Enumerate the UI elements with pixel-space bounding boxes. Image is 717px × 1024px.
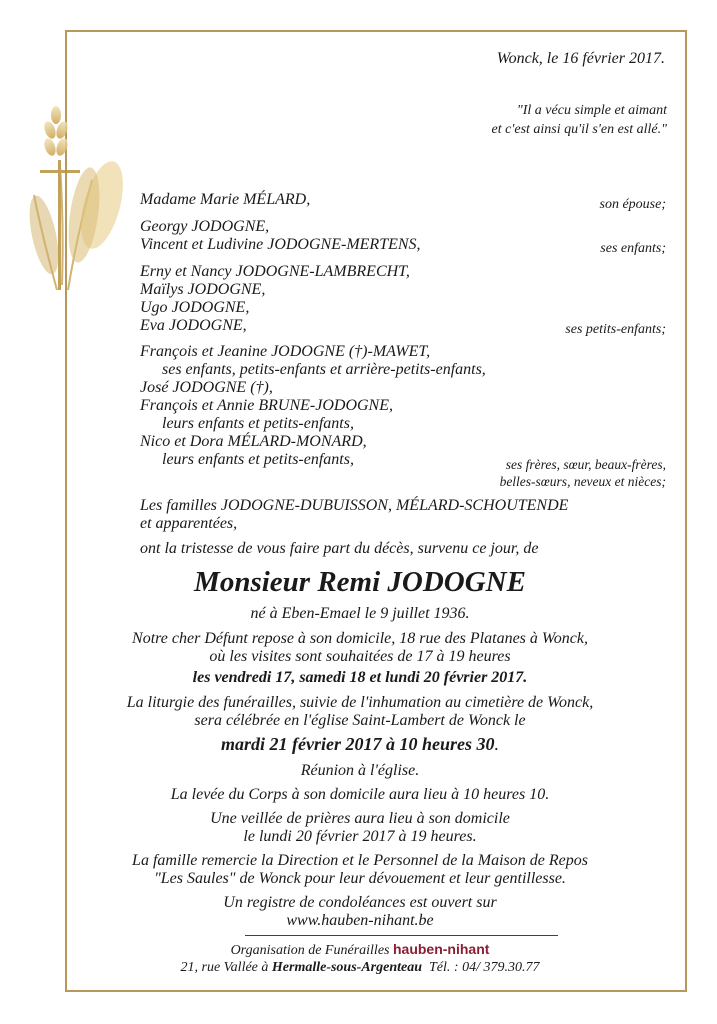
vigil-line-2: le lundi 20 février 2017 à 19 heures. [243, 828, 477, 845]
family-member: Georgy JODOGNE, [140, 218, 270, 235]
rest-line-1: Notre cher Défunt repose à son domicile, 18 rue des Platanes à Wonck, [132, 630, 588, 647]
family-member: Ugo JODOGNE, [140, 299, 250, 316]
wheat-cross-icon [22, 85, 132, 300]
meeting-line: Réunion à l'église. [300, 762, 420, 779]
register-link[interactable]: www.hauben-nihant.be [286, 912, 434, 929]
vigil-line-1: Une veillée de prières aura lieu à son domicile [210, 810, 510, 827]
liturgy-line-1: La liturgie des funérailles, suivie de l'inhumation au cimetière de Wonck, [126, 694, 594, 711]
family-member: Madame Marie MÉLARD, [140, 191, 311, 208]
family-member: François et Annie BRUNE-JODOGNE, [140, 397, 393, 414]
family-member: François et Jeanine JODOGNE (†)-MAWET, [140, 343, 431, 360]
family-member: Maïlys JODOGNE, [140, 281, 266, 298]
register-line-1: Un registre de condoléances est ouvert sur [223, 894, 497, 911]
family-member: Nico et Dora MÉLARD-MONARD, [140, 433, 367, 450]
family-role: ses frères, sœur, beaux-frères, [505, 457, 666, 472]
quote-line-1: "Il a vécu simple et aimant [516, 103, 667, 118]
brand-logo: hauben-nihant [392, 941, 490, 957]
family-role: belles-sœurs, neveux et nièces; [499, 474, 666, 489]
deceased-name: Monsieur Remi JODOGNE [194, 566, 526, 598]
footer-phone: Tél. : 04/ 379.30.77 [429, 960, 540, 975]
footer-organisation [100, 941, 620, 959]
levee-line: La levée du Corps à son domicile aura lieu à 10 heures 10. [170, 786, 550, 803]
date-line: Wonck, le 16 février 2017. [496, 50, 665, 67]
rest-line-2: où les visites sont souhaitées de 17 à 19 heures [209, 648, 511, 665]
thanks-line-2: "Les Saules" de Wonck pour leur dévouement et leur gentillesse. [154, 870, 566, 887]
footer-address [100, 960, 620, 976]
ceremony-date: mardi 21 février 2017 à 10 heures 30 [221, 734, 495, 754]
family-member: José JODOGNE (†), [140, 379, 273, 396]
family-member: leurs enfants et petits-enfants, [162, 415, 354, 432]
family-member: Les familles JODOGNE-DUBUISSON, MÉLARD-SCHOUTENDE [140, 497, 569, 514]
family-role: ses enfants; [600, 241, 666, 256]
liturgy-line-2: sera célébrée en l'église Saint-Lambert de Wonck le [194, 712, 526, 729]
footer-org-prefix: Organisation de Funérailles [230, 943, 390, 958]
footer-address-prefix: 21, rue Vallée à [180, 960, 269, 975]
footer-city: Hermalle-sous-Argenteau [271, 960, 423, 975]
family-member: ses enfants, petits-enfants et arrière-petits-enfants, [162, 361, 486, 378]
birth-line: né à Eben-Emael le 9 juillet 1936. [250, 605, 470, 622]
ceremony-date-line: mardi 21 février 2017 à 10 heures 30. [221, 734, 499, 754]
family-member: et apparentées, [140, 515, 238, 532]
family-role: son épouse; [599, 197, 666, 212]
family-member: leurs enfants et petits-enfants, [162, 451, 354, 468]
family-member: Eva JODOGNE, [140, 317, 247, 334]
announcement: ont la tristesse de vous faire part du décès, survenu ce jour, de [140, 540, 539, 557]
visit-days: les vendredi 17, samedi 18 et lundi 20 février 2017. [192, 669, 528, 686]
thanks-line-1: La famille remercie la Direction et le Personnel de la Maison de Repos [132, 852, 588, 869]
family-member: Vincent et Ludivine JODOGNE-MERTENS, [140, 236, 421, 253]
family-member: Erny et Nancy JODOGNE-LAMBRECHT, [140, 263, 410, 280]
footer-rule [245, 935, 558, 936]
family-role: ses petits-enfants; [565, 322, 666, 337]
quote-line-2: et c'est ainsi qu'il s'en est allé." [491, 122, 667, 137]
